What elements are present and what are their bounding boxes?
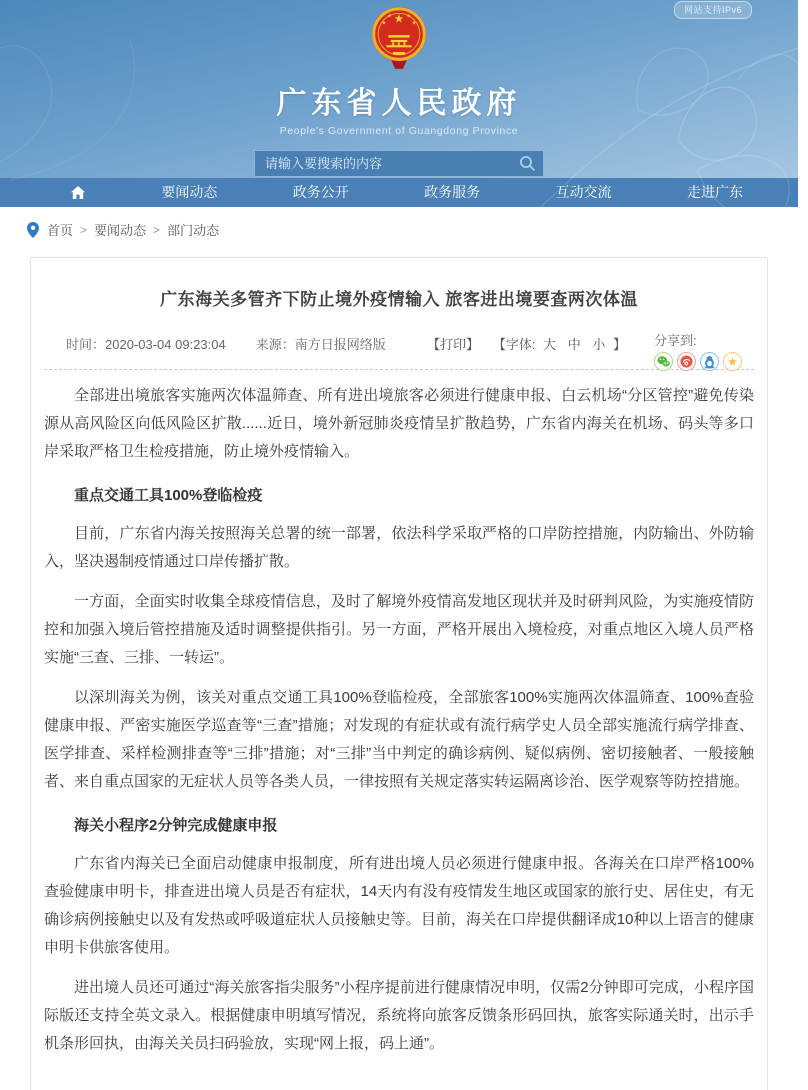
font-size-medium[interactable]: 中 — [567, 337, 581, 352]
article-paragraph: 进出境人员还可通过“海关旅客指尖服务”小程序提前进行健康情况申明，仅需2分钟即可完成，小程序国际版还支持全英文录入。根据健康申明填写情况，系统将向旅客反馈条形码回执，旅客实际通关时，出示手机条形回执，由海关关员扫码验放，实现“网上报，码上通”。 — [44, 979, 754, 1052]
search-button[interactable] — [519, 155, 536, 172]
article-paragraph: 以深圳海关为例，该关对重点交通工具100%登临检疫，全部旅客100%实施两次体温筛查、100%查验健康申报、严密实施医学巡查等“三查”措施；对发现的有症状或有流行病学史人员全部实施流行病学排查、医学排查、采样检测排查等“三排”措施；对“三排”当中判定的确诊病例、疑似病例、密切接触者、一般接触者、来自重点国家的无症状人员等各类人员，一律按照有关规定落实转运隔离诊治、医学观察等防控措施。 — [44, 689, 754, 790]
svg-text:★: ★ — [406, 13, 412, 20]
share-qzone-button[interactable] — [723, 352, 742, 371]
article-body — [44, 374, 754, 1058]
font-size-label: 【字体: — [492, 337, 536, 352]
section-heading-inspection: 重点交通工具100%登临检疫 — [74, 487, 263, 504]
article-paragraph: 一方面，全面实时收集全球疫情信息，及时了解境外疫情高发地区现状并及时研判风险，为实施疫情防控和加强入境后管控措施及适时调整提供指引。另一方面，严格开展出入境检疫，对重点地区入境人员严格实施“三查、三排、一转运”。 — [44, 593, 754, 666]
search-box — [254, 150, 544, 177]
main-nav — [0, 178, 798, 207]
svg-text:★: ★ — [411, 20, 417, 27]
site-subtitle: People's Government of Guangdong Province — [279, 125, 519, 137]
qq-icon — [702, 354, 717, 369]
print-button[interactable]: 【打印】 — [427, 337, 480, 352]
share-weibo-button[interactable] — [677, 352, 696, 371]
weibo-icon — [679, 354, 694, 369]
section-heading-miniprogram: 海关小程序2分钟完成健康申报 — [74, 817, 278, 834]
search-input[interactable] — [265, 156, 519, 171]
nav-item-gov-services[interactable]: 政务服务 — [424, 184, 481, 200]
national-emblem — [370, 5, 428, 69]
nav-item-gov-affairs[interactable]: 政务公开 — [292, 184, 349, 200]
nav-item-news[interactable]: 要闻动态 — [161, 184, 218, 200]
article-meta — [44, 330, 754, 370]
article-title: 广东海关多管齐下防止境外疫情输入 旅客进出境要查两次体温 — [160, 290, 638, 309]
article-paragraph: 全部进出境旅客实施两次体温筛查、所有进出境旅客必须进行健康申报、白云机场“分区管控”避免传染源从高风险区向低风险区扩散......近日，境外新冠肺炎疫情呈扩散趋势，广东省内海关在机场、码头等多口岸采取严格卫生检疫措施，防止境外疫情输入。 — [44, 387, 754, 460]
wechat-icon — [656, 354, 671, 369]
article-paragraph: 广东省内海关已全面启动健康申报制度，所有进出境人员必须进行健康申报。各海关在口岸严格100%查验健康申明卡，排查进出境人员是否有症状，14天内有没有疫情发生地区或国家的旅行史、居住史，有无确诊病例接触史以及有发热或呼吸道症状人员接触史等。目前，海关在口岸提供翻译成10种以上语言的健康申明卡供旅客使用。 — [44, 855, 754, 956]
ipv6-support-badge: 网站支持IPv6 — [674, 1, 752, 19]
svg-text:★: ★ — [393, 11, 405, 26]
qzone-star-icon — [725, 354, 740, 369]
svg-text:★: ★ — [386, 13, 392, 20]
font-size-label-close: 】 — [612, 337, 626, 352]
search-icon — [519, 155, 536, 172]
nav-home-button[interactable] — [70, 185, 86, 200]
breadcrumb — [0, 207, 798, 251]
article-container — [30, 257, 768, 1090]
share-qq-button[interactable] — [700, 352, 719, 371]
nav-item-interaction[interactable]: 互动交流 — [555, 184, 612, 200]
breadcrumb-department-news: 部门动态 — [167, 223, 220, 238]
share-label: 分享到: — [654, 333, 697, 348]
font-size-small[interactable]: 小 — [592, 337, 606, 352]
article-source: 来源：南方日报网络版 — [255, 337, 386, 352]
breadcrumb-news[interactable]: 要闻动态 — [94, 223, 147, 238]
svg-text:★: ★ — [727, 354, 738, 369]
nav-item-about-guangdong[interactable]: 走进广东 — [686, 184, 743, 200]
site-title: 广东省人民政府 — [276, 87, 522, 120]
location-pin-icon — [27, 222, 39, 238]
breadcrumb-home[interactable]: 首页 — [47, 223, 74, 238]
breadcrumb-separator: > — [80, 222, 88, 237]
publish-time: 时间：2020-03-04 09:23:04 — [66, 337, 226, 352]
article-paragraph: 目前，广东省内海关按照海关总署的统一部署，依法科学采取严格的口岸防控措施，内防输出、外防输入，坚决遏制疫情通过口岸传播扩散。 — [44, 525, 754, 570]
share-wechat-button[interactable] — [654, 352, 673, 371]
svg-text:★: ★ — [381, 20, 387, 27]
site-banner — [0, 0, 798, 178]
font-size-large[interactable]: 大 — [543, 337, 557, 352]
home-icon — [70, 185, 86, 200]
breadcrumb-separator: > — [153, 222, 161, 237]
share-block — [654, 330, 742, 371]
